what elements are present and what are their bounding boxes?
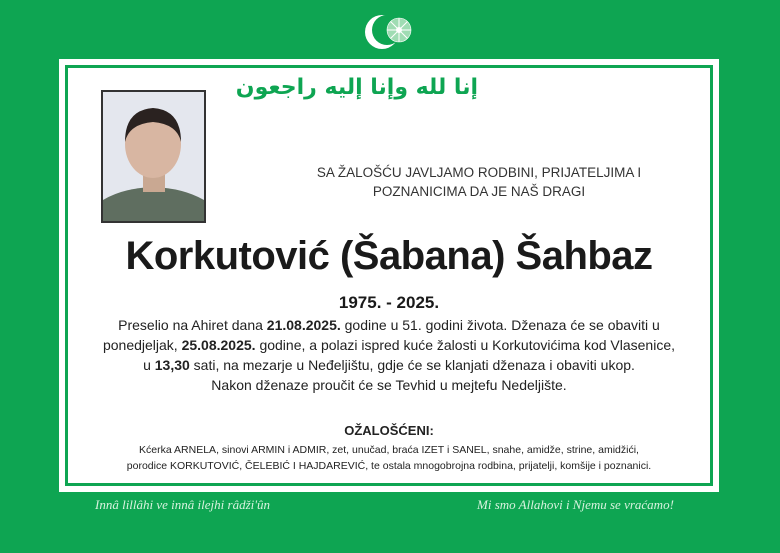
life-years: 1975. - 2025. — [338, 293, 440, 312]
details-line-2: ponedjeljak, 25.08.2025. godine, a polazi ispred kuće žalosti u Korkutovićima kod Vlasenice, — [102, 337, 676, 353]
deceased-name: Korkutović (Šabana) Šahbaz — [125, 234, 653, 278]
footer-transliteration: Innâ lillâhi ve innâ ilejhi râdži'ûn — [95, 497, 271, 512]
mourners-line-2: porodice KORKUTOVIĆ, ČELEBIĆ I HAJDAREVIĆ, te ostala mnogobrojna rodbina, prijatelji, komšije i poznanici. — [126, 460, 652, 472]
mourners-title: OŽALOŠĆENI: — [344, 423, 434, 438]
obituary-panel — [59, 59, 719, 492]
announcement-line-1: SA ŽALOŠĆU JAVLJAMO RODBINI, PRIJATELJIMA I — [316, 165, 642, 180]
mourners-list — [79, 442, 699, 474]
details-line-4: Nakon dženaze proučit će se Tevhid u mejtefu Nedeljište. — [211, 377, 567, 393]
details-line-1: Preselio na Ahiret dana 21.08.2025. godine u 51. godini života. Dženaza će se obaviti u — [118, 317, 660, 333]
arabic-verse: إنا لله وإنا إليه راجعون — [235, 75, 478, 100]
portrait-photo — [101, 90, 206, 223]
details-line-3: u 13,30 sati, na mezarje u Neđeljištu, gdje će se klanjati dženaza i obaviti ukop. — [143, 357, 635, 373]
announcement-text — [259, 163, 699, 201]
footer-translation: Mi smo Allahovi i Njemu se vraćamo! — [477, 497, 674, 512]
announcement-line-2: POZNANICIMA DA JE NAŠ DRAGI — [372, 184, 586, 199]
funeral-details — [79, 315, 699, 395]
mourners-line-1: Kćerka ARNELA, sinovi ARMIN i ADMIR, zet, unučad, braća IZET i SANEL, snahe, amidže, strine, amidžići, — [139, 444, 639, 456]
crescent-emblem-icon — [362, 10, 418, 54]
